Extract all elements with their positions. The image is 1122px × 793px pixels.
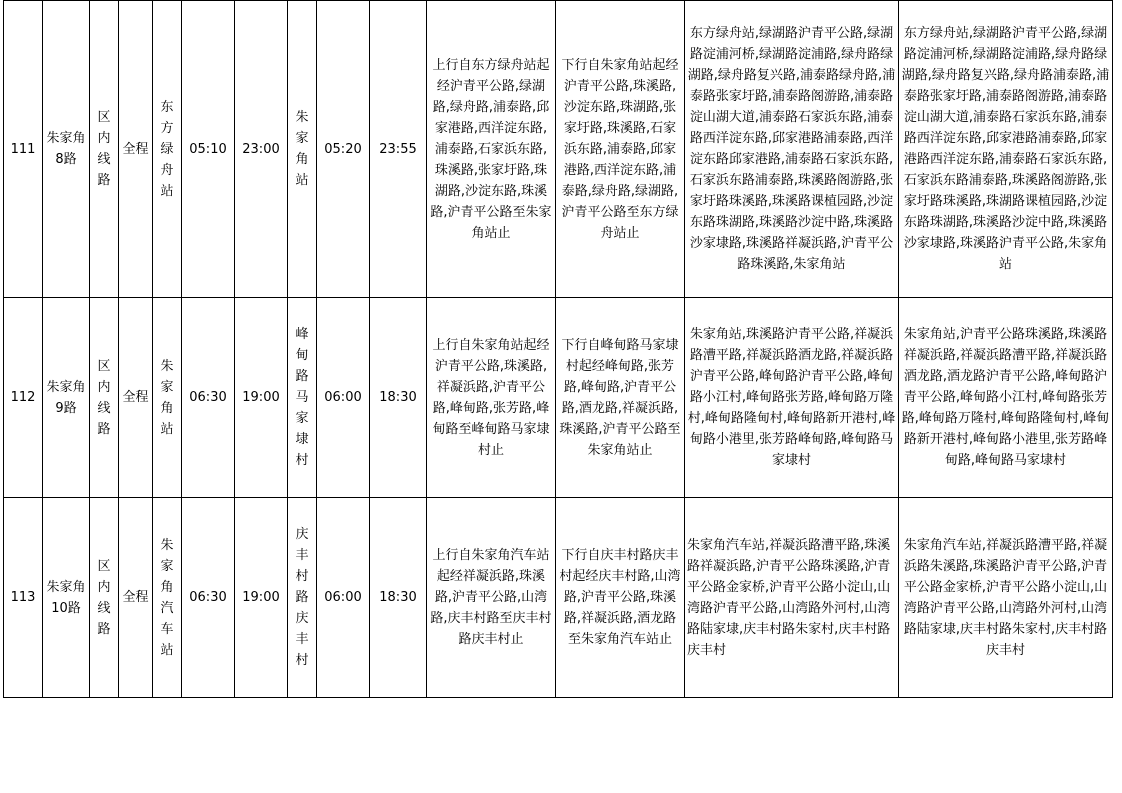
service-scope: 全程: [119, 498, 153, 698]
route-number: 111: [4, 1, 43, 298]
down-stops-list: 朱家角汽车站,祥凝浜路漕平路,祥凝浜路朱溪路,珠溪路沪青平公路,沪青平公路金家桥,沪青平公路小淀山,山湾路沪青平公路,山湾路外河村,山湾路陆家埭,庆丰村路朱家村,庆丰村路庆丰村: [899, 498, 1113, 698]
end-last-bus: 23:55: [370, 1, 427, 298]
up-stops-list: 朱家角汽车站,祥凝浜路漕平路,珠溪路祥凝浜路,沪青平公路珠溪路,沪青平公路金家桥,沪青平公路小淀山,山湾路沪青平公路,山湾路外河村,山湾路陆家埭,庆丰村路朱家村,庆丰村路庆丰村: [685, 498, 899, 698]
down-stops-list: 朱家角站,沪青平公路珠溪路,珠溪路祥凝浜路,祥凝浜路漕平路,祥凝浜路酒龙路,酒龙路沪青平公路,峰甸路沪青平公路,峰甸路小江村,峰甸路张芳路,峰甸路万隆村,峰甸路隆甸村,峰甸路新开港村,峰甸路小港里,张芳路峰甸路,峰甸路马家埭村: [899, 298, 1113, 498]
route-name: 朱家角8路: [43, 1, 90, 298]
table-row: [4, 298, 1113, 498]
up-stops-list: 朱家角站,珠溪路沪青平公路,祥凝浜路漕平路,祥凝浜路酒龙路,祥凝浜路沪青平公路,峰甸路沪青平公路,峰甸路小江村,峰甸路张芳路,峰甸路万隆村,峰甸路隆甸村,峰甸路新开港村,峰甸路小港里,张芳路峰甸路,峰甸路马家埭村: [685, 298, 899, 498]
route-type: 区内线路: [90, 1, 119, 298]
end-station: 庆丰村路庆丰村: [288, 498, 317, 698]
end-station: 朱家角站: [288, 1, 317, 298]
route-type: 区内线路: [90, 498, 119, 698]
start-station: 朱家角汽车站: [153, 498, 182, 698]
start-last-bus: 23:00: [235, 1, 288, 298]
up-route-description: 上行自朱家角站起经沪青平公路,珠溪路,祥凝浜路,沪青平公路,峰甸路,张芳路,峰甸路至峰甸路马家埭村止: [427, 298, 556, 498]
down-route-description: 下行自庆丰村路庆丰村起经庆丰村路,山湾路,沪青平公路,珠溪路,祥凝浜路,酒龙路至朱家角汽车站止: [556, 498, 685, 698]
up-route-description: 上行自朱家角汽车站起经祥凝浜路,珠溪路,沪青平公路,山湾路,庆丰村路至庆丰村路庆丰村止: [427, 498, 556, 698]
service-scope: 全程: [119, 1, 153, 298]
route-name: 朱家角10路: [43, 498, 90, 698]
route-number: 112: [4, 298, 43, 498]
route-schedule-table: [3, 0, 1113, 698]
end-first-bus: 06:00: [317, 498, 370, 698]
table-row: [4, 1, 1113, 298]
route-number: 113: [4, 498, 43, 698]
table-row: [4, 498, 1113, 698]
down-stops-list: 东方绿舟站,绿湖路沪青平公路,绿湖路淀浦河桥,绿湖路淀浦路,绿舟路绿湖路,绿舟路复兴路,绿舟路浦泰路,浦泰路张家圩路,浦泰路阁游路,浦泰路淀山湖大道,浦泰路石家浜东路,浦泰路西洋淀东路,邱家港路浦泰路,邱家港路西洋淀东路,浦泰路石家浜东路,石家浜东路浦泰路,珠溪路阁游路,张家圩路珠溪路,珠湖路课植园路,沙淀东路珠湖路,珠溪路沙淀中路,珠溪路沙家埭路,珠溪路沪青平公路,朱家角站: [899, 1, 1113, 298]
end-last-bus: 18:30: [370, 298, 427, 498]
route-name: 朱家角9路: [43, 298, 90, 498]
start-first-bus: 05:10: [182, 1, 235, 298]
start-first-bus: 06:30: [182, 298, 235, 498]
start-station: 东方绿舟站: [153, 1, 182, 298]
down-route-description: 下行自峰甸路马家埭村起经峰甸路,张芳路,峰甸路,沪青平公路,酒龙路,祥凝浜路,珠溪路,沪青平公路至朱家角站止: [556, 298, 685, 498]
start-station: 朱家角站: [153, 298, 182, 498]
start-last-bus: 19:00: [235, 298, 288, 498]
start-last-bus: 19:00: [235, 498, 288, 698]
down-route-description: 下行自朱家角站起经沪青平公路,珠溪路,沙淀东路,珠湖路,张家圩路,珠溪路,石家浜东路,浦泰路,邱家港路,西洋淀东路,浦泰路,绿舟路,绿湖路,沪青平公路至东方绿舟站止: [556, 1, 685, 298]
up-route-description: 上行自东方绿舟站起经沪青平公路,绿湖路,绿舟路,浦泰路,邱家港路,西洋淀东路,浦泰路,石家浜东路,珠溪路,张家圩路,珠湖路,沙淀东路,珠溪路,沪青平公路至朱家角站止: [427, 1, 556, 298]
end-first-bus: 06:00: [317, 298, 370, 498]
route-type: 区内线路: [90, 298, 119, 498]
end-first-bus: 05:20: [317, 1, 370, 298]
up-stops-list: 东方绿舟站,绿湖路沪青平公路,绿湖路淀浦河桥,绿湖路淀浦路,绿舟路绿湖路,绿舟路复兴路,浦泰路绿舟路,浦泰路张家圩路,浦泰路阁游路,浦泰路淀山湖大道,浦泰路石家浜东路,浦泰路西洋淀东路,邱家港路浦泰路,西洋淀东路邱家港路,浦泰路石家浜东路,石家浜东路浦泰路,珠溪路阁游路,张家圩路珠溪路,珠溪路课植园路,沙淀东路珠湖路,珠溪路沙淀中路,珠溪路沙家埭路,珠溪路祥凝浜路,沪青平公路珠溪路,朱家角站: [685, 1, 899, 298]
service-scope: 全程: [119, 298, 153, 498]
end-station: 峰甸路马家埭村: [288, 298, 317, 498]
start-first-bus: 06:30: [182, 498, 235, 698]
end-last-bus: 18:30: [370, 498, 427, 698]
